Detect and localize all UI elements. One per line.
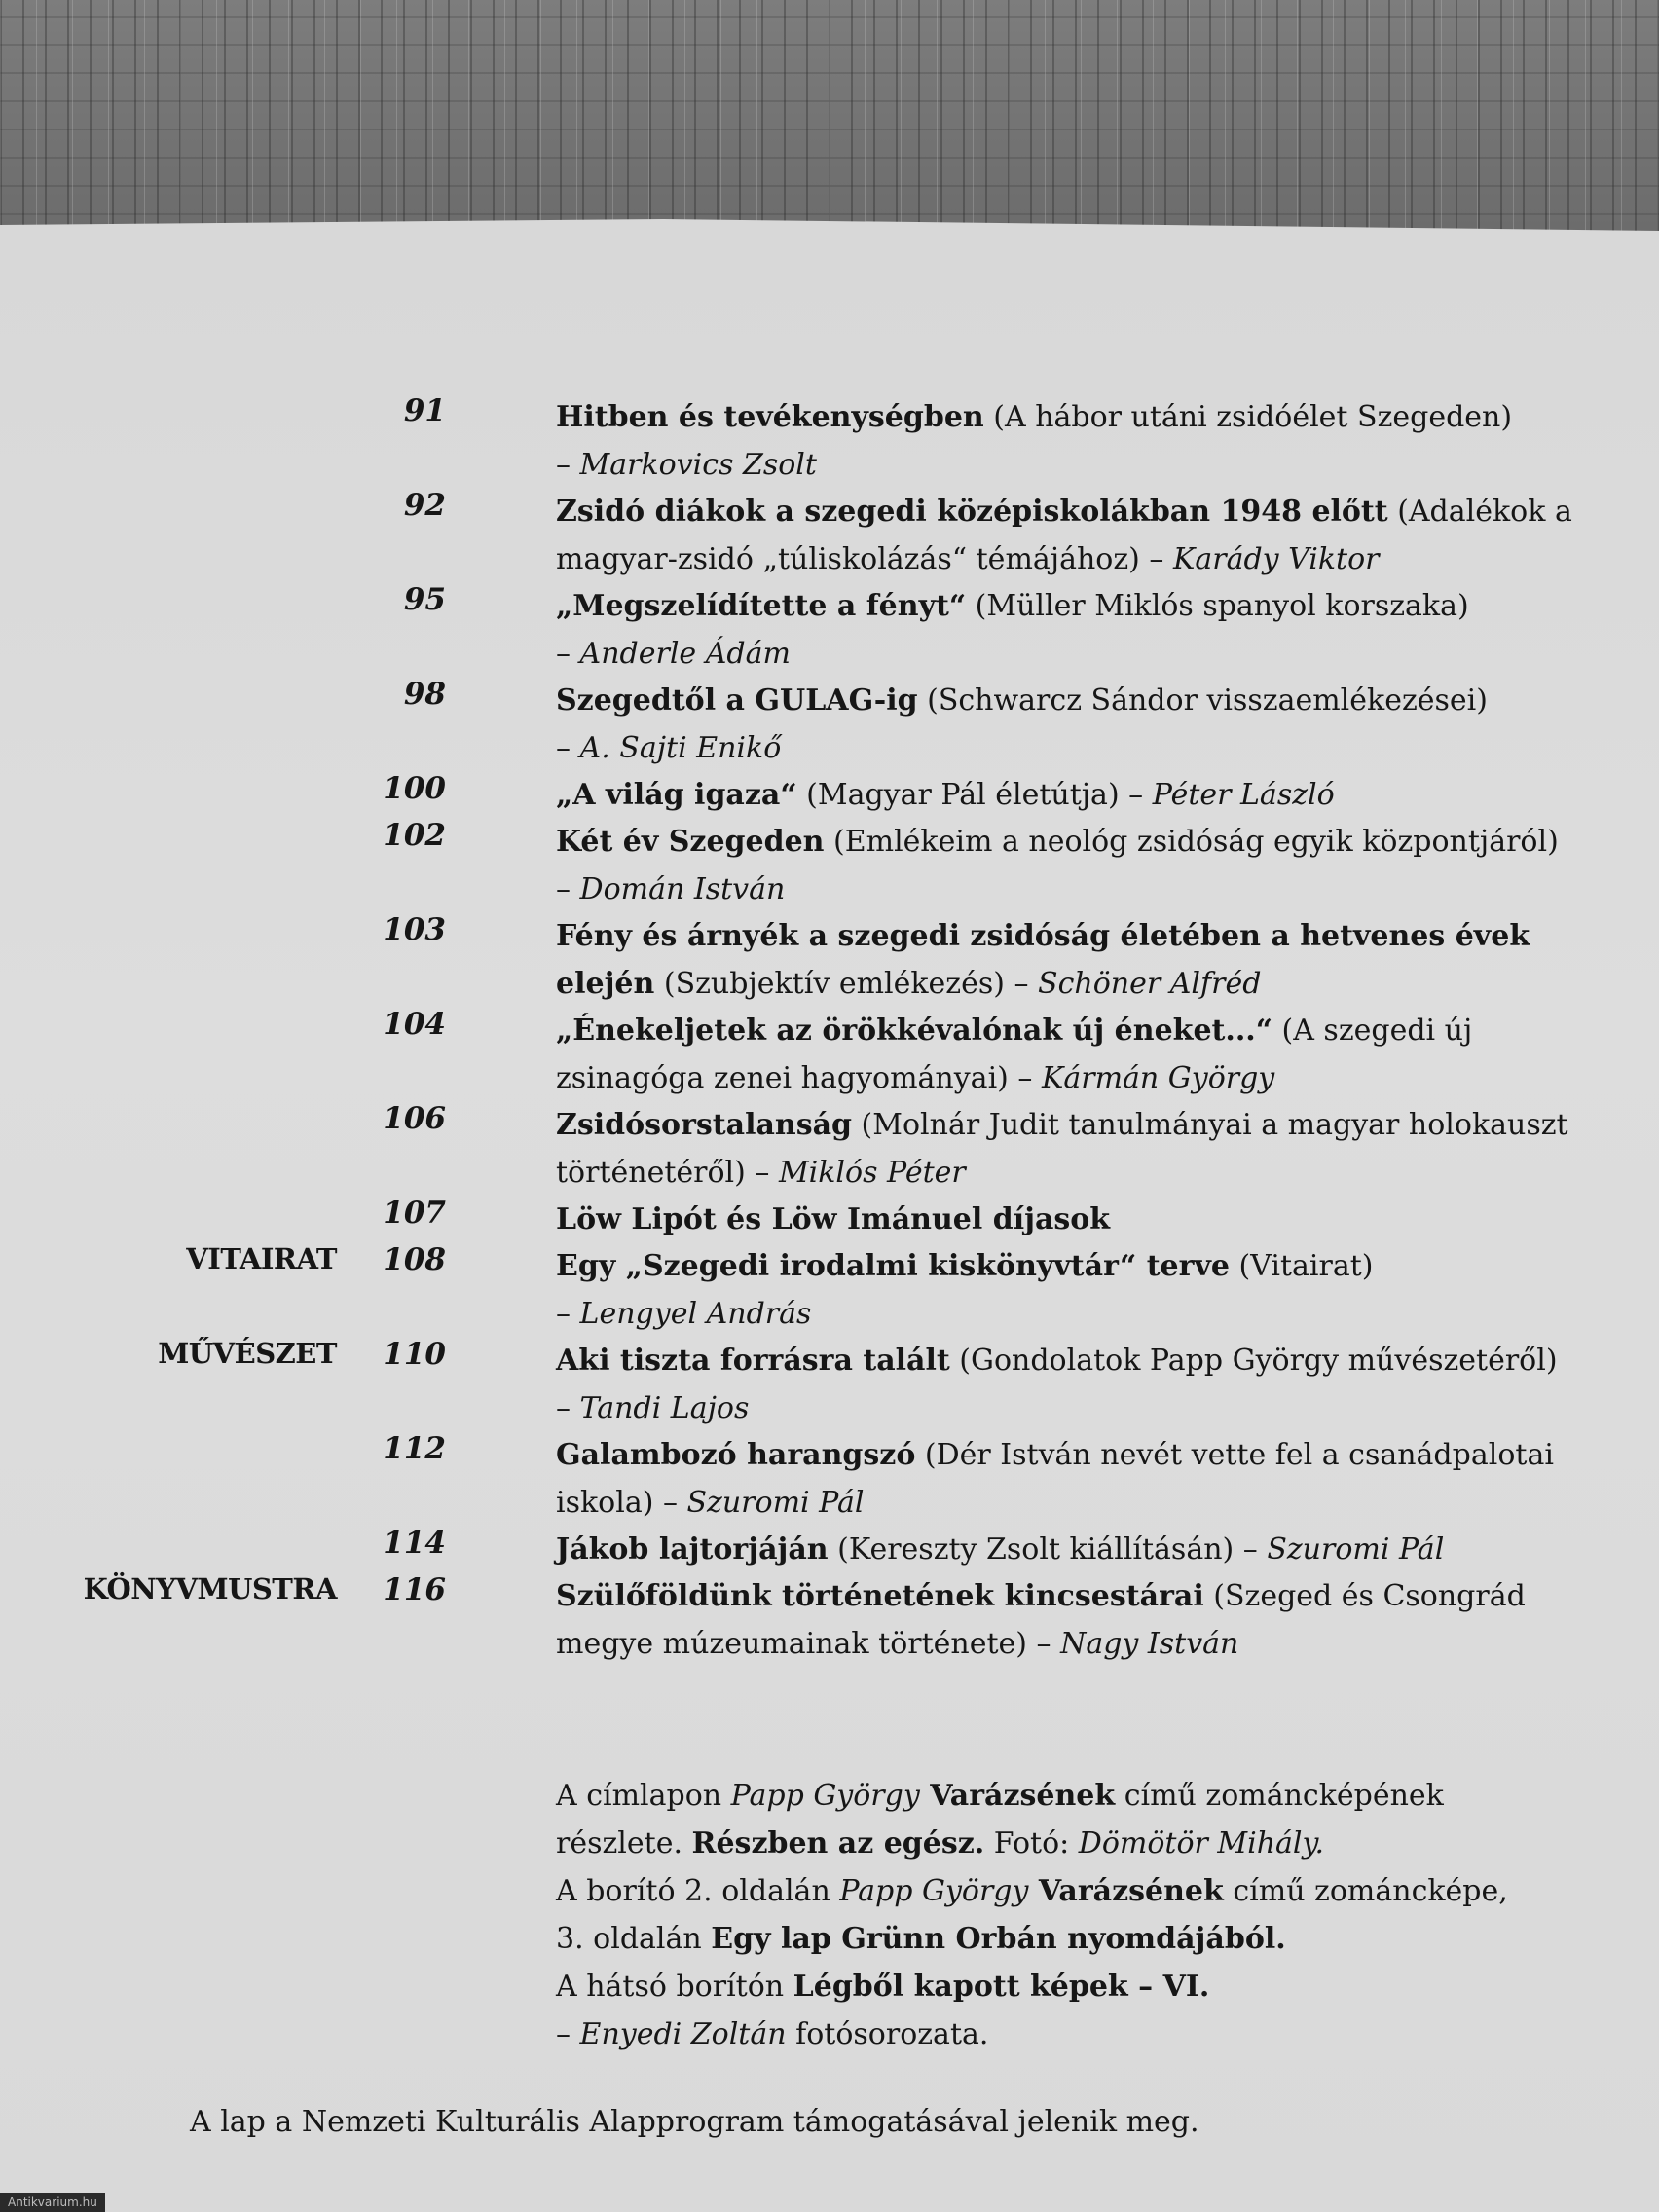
text-segment: megye múzeumainak története) – xyxy=(556,1627,1061,1661)
entry-text xyxy=(556,488,1607,583)
title-segment: Zsidó diákok a szegedi középiskolákban 1948 előtt xyxy=(556,495,1388,529)
title-segment: „Megszelídítette a fényt“ xyxy=(556,589,967,623)
text-line xyxy=(556,771,1607,819)
text-segment: (Gondolatok Papp György művészetéről) xyxy=(949,1344,1558,1378)
text-line xyxy=(556,582,1607,630)
text-line xyxy=(556,535,1607,583)
title-segment: Zsidósorstalanság xyxy=(556,1108,853,1142)
text-segment: (Emlékeim a neológ zsidóság egyik központjáról) xyxy=(824,825,1559,859)
title-segment: elején xyxy=(556,967,655,1001)
background-wood-texture xyxy=(0,0,1659,243)
text-line xyxy=(556,1007,1607,1054)
page-number: 100 xyxy=(383,771,446,806)
text-segment: zsinagóga zenei hagyományai) – xyxy=(556,1061,1042,1095)
text-line xyxy=(556,1149,1607,1197)
text-segment: – xyxy=(556,448,580,482)
page-number: 91 xyxy=(403,393,446,428)
text-line xyxy=(556,1242,1607,1290)
section-label: VITAIRAT xyxy=(186,1242,337,1275)
text-segment: (Schwarcz Sándor visszaemlékezései) xyxy=(917,683,1488,718)
text-segment: iskola) – xyxy=(556,1486,687,1520)
author-segment: Markovics Zsolt xyxy=(579,448,817,482)
title-segment: Szülőföldünk történetének kincsestárai xyxy=(556,1579,1204,1613)
entry-text xyxy=(556,1007,1607,1102)
title-segment: Löw Lipót és Löw Imánuel díjasok xyxy=(556,1202,1111,1236)
entry-text xyxy=(556,818,1607,913)
text-line xyxy=(556,1290,1607,1338)
author-segment: Domán István xyxy=(579,872,786,906)
text-line xyxy=(556,1620,1607,1668)
title-segment: Galambozó harangszó xyxy=(556,1438,916,1472)
text-line xyxy=(556,1772,1607,1820)
entry-text xyxy=(556,677,1607,772)
author-segment: Lengyel András xyxy=(579,1297,812,1331)
entry-text xyxy=(556,1242,1607,1338)
title-segment: Aki tiszta forrásra talált xyxy=(556,1344,950,1378)
page-number: 92 xyxy=(403,488,446,523)
text-line xyxy=(556,1963,1607,2010)
author-segment: Nagy István xyxy=(1060,1627,1239,1661)
text-segment: (Adalékok a xyxy=(1387,495,1572,529)
author-segment: A. Sajti Enikő xyxy=(579,731,782,765)
page-number: 95 xyxy=(403,582,446,617)
watermark: Antikvarium.hu xyxy=(0,2193,105,2212)
text-segment: A hátsó borítón xyxy=(556,1970,793,2004)
page-number: 116 xyxy=(383,1572,446,1607)
text-line xyxy=(556,441,1607,489)
text-line xyxy=(556,960,1607,1008)
title-segment: Egy lap Grünn Orbán nyomdájából. xyxy=(711,1922,1286,1956)
text-line xyxy=(556,1820,1607,1867)
text-segment: fotósorozata. xyxy=(786,2017,989,2051)
entry-text xyxy=(556,1526,1607,1573)
text-line xyxy=(556,1054,1607,1102)
text-segment: (Szubjektív emlékezés) – xyxy=(654,967,1039,1001)
page-number: 112 xyxy=(383,1431,446,1466)
text-line xyxy=(556,1526,1607,1573)
entry-text xyxy=(556,1101,1607,1197)
author-segment: Tandi Lajos xyxy=(579,1391,750,1425)
page-number: 108 xyxy=(383,1242,446,1277)
entry-text xyxy=(556,1431,1607,1527)
text-segment: A címlapon xyxy=(556,1779,731,1813)
text-segment: (Szeged és Csongrád xyxy=(1203,1579,1526,1613)
entry-text xyxy=(556,912,1607,1008)
text-segment: (Molnár Judit tanulmányai a magyar holokauszt xyxy=(852,1108,1568,1142)
text-line xyxy=(556,866,1607,913)
author-segment: Papp György xyxy=(839,1874,1029,1908)
entry-text xyxy=(556,393,1607,489)
author-segment: Dömötör Mihály. xyxy=(1078,1826,1325,1861)
text-segment: – xyxy=(556,731,580,765)
title-segment: Varázsének xyxy=(919,1779,1116,1813)
text-segment: 3. oldalán xyxy=(556,1922,712,1956)
author-segment: Anderle Ádám xyxy=(579,637,791,671)
text-line xyxy=(556,818,1607,866)
author-segment: Szuromi Pál xyxy=(686,1486,865,1520)
text-segment: – xyxy=(556,1297,580,1331)
text-segment: – xyxy=(556,872,580,906)
author-segment: Péter László xyxy=(1152,778,1335,812)
text-segment: (Magyar Pál életútja) – xyxy=(796,778,1153,812)
text-segment: – xyxy=(556,637,580,671)
text-segment: részlete. xyxy=(556,1826,692,1861)
text-segment: című zománcképe, xyxy=(1223,1874,1508,1908)
text-segment: – xyxy=(556,2017,580,2051)
author-segment: Karády Viktor xyxy=(1172,542,1380,576)
footer-note: A lap a Nemzeti Kulturális Alapprogram támogatásával jelenik meg. xyxy=(190,2105,1199,2139)
text-segment: magyar-zsidó „túliskolázás“ témájához) – xyxy=(556,542,1173,576)
author-segment: Szuromi Pál xyxy=(1267,1532,1445,1567)
section-label: KÖNYVMUSTRA xyxy=(83,1572,337,1605)
title-segment: Fény és árnyék a szegedi zsidóság életében a hetvenes évek xyxy=(556,919,1530,953)
text-line xyxy=(556,1196,1607,1243)
title-segment: Légből kapott képek – VI. xyxy=(793,1970,1210,2004)
text-line xyxy=(556,724,1607,772)
page-number: 110 xyxy=(383,1337,446,1372)
text-line xyxy=(556,1101,1607,1149)
text-line xyxy=(556,1337,1607,1384)
text-segment: (Müller Miklós spanyol korszaka) xyxy=(966,589,1469,623)
author-segment: Papp György xyxy=(730,1779,920,1813)
text-line xyxy=(556,393,1607,441)
cover-notes xyxy=(556,1772,1607,2058)
page-number: 106 xyxy=(383,1101,446,1136)
text-segment: című zománcképének xyxy=(1115,1779,1444,1813)
author-segment: Enyedi Zoltán xyxy=(579,2017,787,2051)
text-line xyxy=(556,630,1607,678)
entry-text xyxy=(556,771,1607,819)
title-segment: Varázsének xyxy=(1028,1874,1224,1908)
text-segment: – xyxy=(556,1391,580,1425)
title-segment: Részben az egész. xyxy=(691,1826,985,1861)
text-segment: (A hábor utáni zsidóélet Szegeden) xyxy=(983,400,1513,434)
title-segment: Egy „Szegedi irodalmi kiskönyvtár“ terve xyxy=(556,1249,1230,1283)
entry-text xyxy=(556,1337,1607,1432)
text-segment: (Dér István nevét vette fel a csanádpalotai xyxy=(915,1438,1554,1472)
title-segment: Szegedtől a GULAG-ig xyxy=(556,683,918,718)
title-segment: Hitben és tevékenységben xyxy=(556,400,984,434)
text-segment: (A szegedi új xyxy=(1272,1014,1473,1048)
text-segment: (Kereszty Zsolt kiállításán) – xyxy=(828,1532,1268,1567)
text-segment: (Vitairat) xyxy=(1229,1249,1374,1283)
page-number: 103 xyxy=(383,912,446,947)
entry-text xyxy=(556,1572,1607,1668)
title-segment: Két év Szegeden xyxy=(556,825,825,859)
text-line xyxy=(556,677,1607,724)
text-line xyxy=(556,1431,1607,1479)
text-line xyxy=(556,1867,1607,1915)
text-line xyxy=(556,488,1607,535)
title-segment: Jákob lajtorjáján xyxy=(556,1532,829,1567)
text-line xyxy=(556,2010,1607,2058)
text-segment: Fotó: xyxy=(984,1826,1079,1861)
title-segment: „Énekeljetek az örökkévalónak új éneket...“ xyxy=(556,1014,1272,1048)
author-segment: Kármán György xyxy=(1041,1061,1275,1095)
title-segment: „A világ igaza“ xyxy=(556,778,797,812)
text-line xyxy=(556,1572,1607,1620)
page-number: 114 xyxy=(383,1526,446,1561)
page-number: 104 xyxy=(383,1007,446,1042)
text-segment: történetéről) – xyxy=(556,1156,779,1190)
text-line xyxy=(556,1479,1607,1527)
page-number: 102 xyxy=(383,818,446,853)
section-label: MŰVÉSZET xyxy=(158,1337,337,1370)
text-line xyxy=(556,1915,1607,1963)
text-segment: A borító 2. oldalán xyxy=(556,1874,840,1908)
text-line xyxy=(556,1384,1607,1432)
page-number: 98 xyxy=(403,677,446,712)
text-line xyxy=(556,912,1607,960)
entry-text xyxy=(556,1196,1607,1243)
entry-text xyxy=(556,582,1607,678)
page-number: 107 xyxy=(383,1196,446,1231)
author-segment: Schöner Alfréd xyxy=(1038,967,1262,1001)
author-segment: Miklós Péter xyxy=(778,1156,966,1190)
